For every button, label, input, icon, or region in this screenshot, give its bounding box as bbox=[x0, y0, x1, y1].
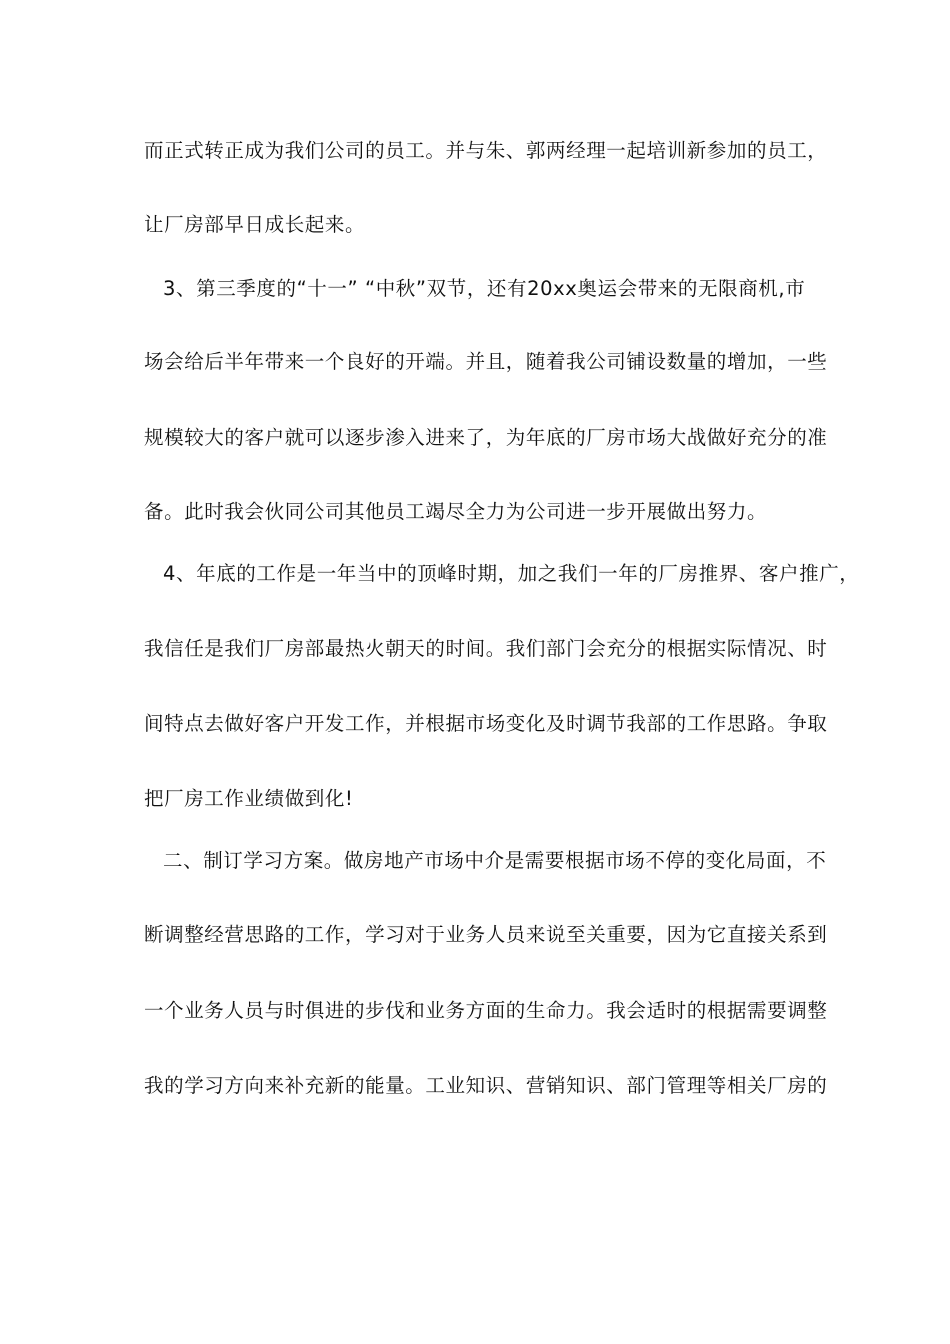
text-line: 把厂房工作业绩做到化! bbox=[144, 787, 354, 810]
text-line: 3、第三季度的“十一” “中秋”双节，还有20xx奥运会带来的无限商机,市 bbox=[163, 277, 806, 300]
text-line: 让厂房部早日成长起来。 bbox=[144, 213, 366, 236]
text-line: 间特点去做好客户开发工作，并根据市场变化及时调节我部的工作思路。争取 bbox=[144, 712, 828, 735]
text-line: 4、年底的工作是一年当中的顶峰时期，加之我们一年的厂房推界、客户推广， bbox=[163, 562, 860, 585]
text-line: 二、制订学习方案。做房地产市场中介是需要根据市场不停的变化局面，不 bbox=[163, 849, 827, 872]
text-line: 我的学习方向来补充新的能量。工业知识、营销知识、部门管理等相关厂房的 bbox=[144, 1074, 828, 1097]
text-line: 而正式转正成为我们公司的员工。并与朱、郭两经理一起培训新参加的员工， bbox=[144, 139, 828, 162]
text-line: 断调整经营思路的工作，学习对于业务人员来说至关重要，因为它直接关系到 bbox=[144, 923, 828, 946]
text-line: 场会给后半年带来一个良好的开端。并且，随着我公司铺设数量的增加，一些 bbox=[144, 350, 828, 373]
text-line: 我信任是我们厂房部最热火朝天的时间。我们部门会充分的根据实际情况、时 bbox=[144, 637, 828, 660]
text-line: 规模较大的客户就可以逐步渗入进来了，为年底的厂房市场大战做好充分的准 bbox=[144, 426, 828, 449]
text-line: 一个业务人员与时俱进的步伐和业务方面的生命力。我会适时的根据需要调整 bbox=[144, 999, 828, 1022]
text-line: 备。此时我会伙同公司其他员工竭尽全力为公司进一步开展做出努力。 bbox=[144, 500, 768, 523]
